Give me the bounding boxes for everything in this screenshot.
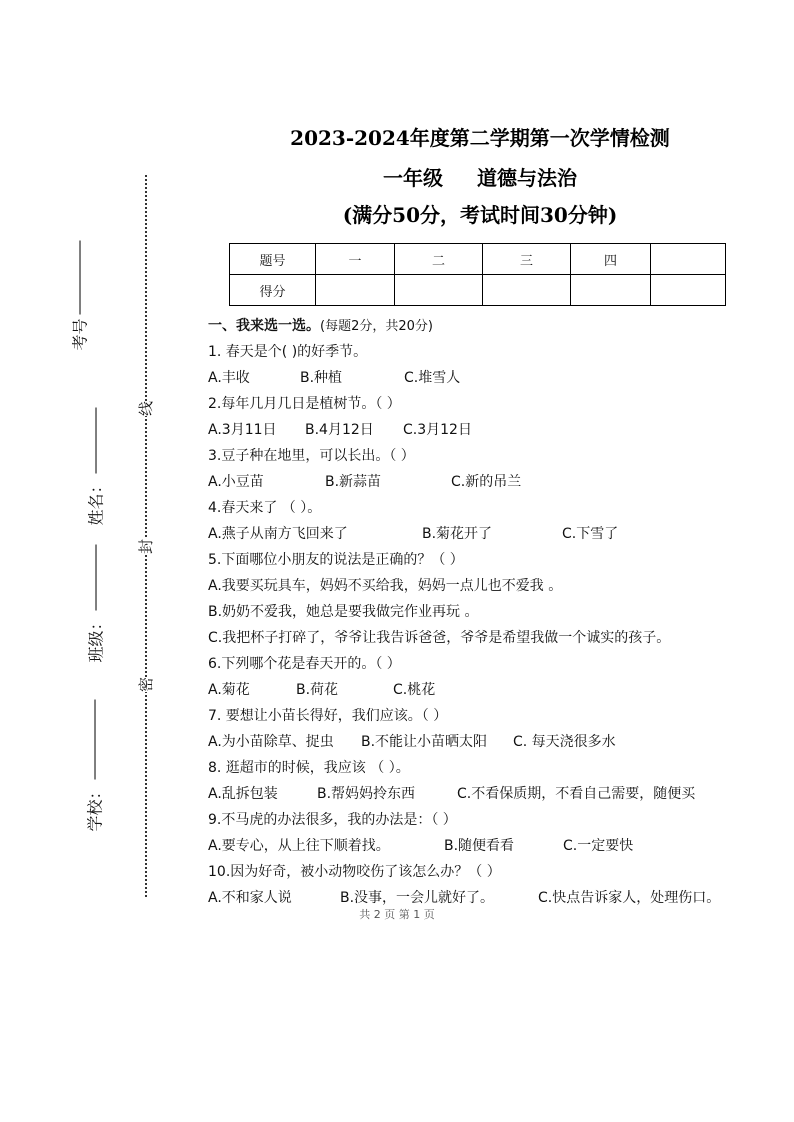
class-line xyxy=(94,544,96,610)
school-line xyxy=(93,699,95,779)
option-c[interactable]: C. 每天浇很多水 xyxy=(513,734,616,750)
exam-grade-subject xyxy=(190,162,770,191)
option-a[interactable]: A.3月11日 xyxy=(208,422,277,438)
question-stem: 1. 春天是个( )的好季节。 xyxy=(208,344,368,360)
page-footer: 共 2 页 第 1 页 xyxy=(359,908,435,921)
question-options xyxy=(208,677,768,703)
option-a[interactable]: A.小豆苗 xyxy=(208,474,264,490)
question-options xyxy=(208,469,768,495)
score-cell: 三 xyxy=(483,244,571,275)
option-a[interactable]: A.乱拆包装 xyxy=(208,786,278,802)
score-cell: 四 xyxy=(571,244,651,275)
exam-subtitle: (满分50分，考试时间30分钟) xyxy=(342,203,618,227)
section-heading xyxy=(208,313,768,339)
score-table-header-row xyxy=(230,244,726,275)
binding-dotted-line xyxy=(145,175,147,897)
question-stem: 9.不马虎的办法很多，我的办法是：（ ） xyxy=(208,812,457,828)
option-c[interactable]: C.新的吊兰 xyxy=(451,474,522,490)
option-a[interactable]: A.燕子从南方飞回来了 xyxy=(208,526,348,542)
question-stem: 8. 逛超市的时候，我应该 （ ）。 xyxy=(208,760,410,776)
question-options xyxy=(208,521,768,547)
option-b[interactable]: B.种植 xyxy=(300,370,343,386)
score-table-score-row xyxy=(230,275,726,306)
score-input-cell[interactable] xyxy=(651,275,726,306)
option-a[interactable]: A.我要买玩具车，妈妈不买给我，妈妈一点儿也不爱我 。 xyxy=(208,578,563,594)
option-b[interactable]: B.4月12日 xyxy=(305,422,374,438)
score-cell: 一 xyxy=(316,244,395,275)
score-cell: 题号 xyxy=(230,244,316,275)
option-c[interactable]: C.一定要快 xyxy=(563,838,634,854)
option-c[interactable]: C.快点告诉家人，处理伤口。 xyxy=(538,890,721,906)
exam-number-line xyxy=(78,240,80,314)
question-stem: 4.春天来了 （ ）。 xyxy=(208,500,322,516)
option-a[interactable]: A.菊花 xyxy=(208,682,250,698)
score-cell xyxy=(651,244,726,275)
option-c[interactable]: C.桃花 xyxy=(393,682,436,698)
class-label: 班级： xyxy=(86,614,106,663)
option-c[interactable]: C.堆雪人 xyxy=(404,370,461,386)
binding-char-xian: 线 xyxy=(133,401,158,416)
option-c[interactable]: C.不看保质期，不看自己需要，随便买 xyxy=(457,786,696,802)
option-b[interactable]: B.没事，一会儿就好了。 xyxy=(340,890,495,906)
option-b[interactable]: B.帮妈妈拎东西 xyxy=(317,786,416,802)
exam-number-label: 考号 xyxy=(70,318,90,351)
name-label: 姓名： xyxy=(86,477,106,526)
option-c[interactable]: C.3月12日 xyxy=(403,422,472,438)
option-a[interactable]: A.丰收 xyxy=(208,370,250,386)
question-options xyxy=(208,417,768,443)
question-options xyxy=(208,365,768,391)
question-options xyxy=(208,833,768,859)
score-table xyxy=(229,243,726,306)
question-stem: 6.下列哪个花是春天开的。（ ） xyxy=(208,656,401,672)
option-b[interactable]: B.不能让小苗晒太阳 xyxy=(361,734,488,750)
option-a[interactable]: A.要专心，从上往下顺着找。 xyxy=(208,838,390,854)
question-stem: 5.下面哪位小朋友的说法是正确的？（ ） xyxy=(208,552,464,568)
score-input-cell[interactable] xyxy=(571,275,651,306)
score-input-cell[interactable] xyxy=(483,275,571,306)
grade-label: 一年级 xyxy=(383,166,443,190)
name-field[interactable] xyxy=(84,407,107,525)
score-cell: 二 xyxy=(395,244,483,275)
option-a[interactable]: A.为小苗除草、捉虫 xyxy=(208,734,334,750)
option-b[interactable]: B.随便看看 xyxy=(444,838,515,854)
section-title: 一、我来选一选。 xyxy=(208,318,320,334)
score-input-cell[interactable] xyxy=(395,275,483,306)
binding-char-mi: 密 xyxy=(133,677,158,692)
option-b[interactable]: B.新蒜苗 xyxy=(325,474,382,490)
class-field[interactable] xyxy=(84,544,107,662)
school-label: 学校： xyxy=(85,783,105,832)
score-input-cell[interactable] xyxy=(316,275,395,306)
option-b[interactable]: B.菊花开了 xyxy=(422,526,493,542)
question-options xyxy=(208,729,768,755)
exam-number-field[interactable] xyxy=(68,240,91,350)
question-stem: 7. 要想让小苗长得好，我们应该。（ ） xyxy=(208,708,448,724)
option-b[interactable]: B.荷花 xyxy=(296,682,339,698)
subject-label: 道德与法治 xyxy=(477,166,577,190)
question-stem: 10.因为好奇，被小动物咬伤了该怎么办？（ ） xyxy=(208,864,501,880)
section-note: (每题2分，共20分) xyxy=(320,319,433,334)
question-stem: 2.每年几月几日是植树节。（ ） xyxy=(208,396,401,412)
option-c[interactable]: C.我把杯子打碎了，爷爷让我告诉爸爸，爷爷是希望我做一个诚实的孩子。 xyxy=(208,630,671,646)
question-section xyxy=(208,313,768,911)
name-line xyxy=(94,407,96,473)
binding-char-feng: 封 xyxy=(133,539,158,554)
question-options xyxy=(208,781,768,807)
exam-title: 2023-2024年度第二学期第一次学情检测 xyxy=(290,126,670,150)
score-cell: 得分 xyxy=(230,275,316,306)
option-b[interactable]: B.奶奶不爱我，她总是要我做完作业再玩 。 xyxy=(208,604,479,620)
question-stem: 3.豆子种在地里，可以长出。（ ） xyxy=(208,448,415,464)
option-a[interactable]: A.不和家人说 xyxy=(208,890,292,906)
school-field[interactable] xyxy=(83,699,106,831)
option-c[interactable]: C.下雪了 xyxy=(562,526,619,542)
